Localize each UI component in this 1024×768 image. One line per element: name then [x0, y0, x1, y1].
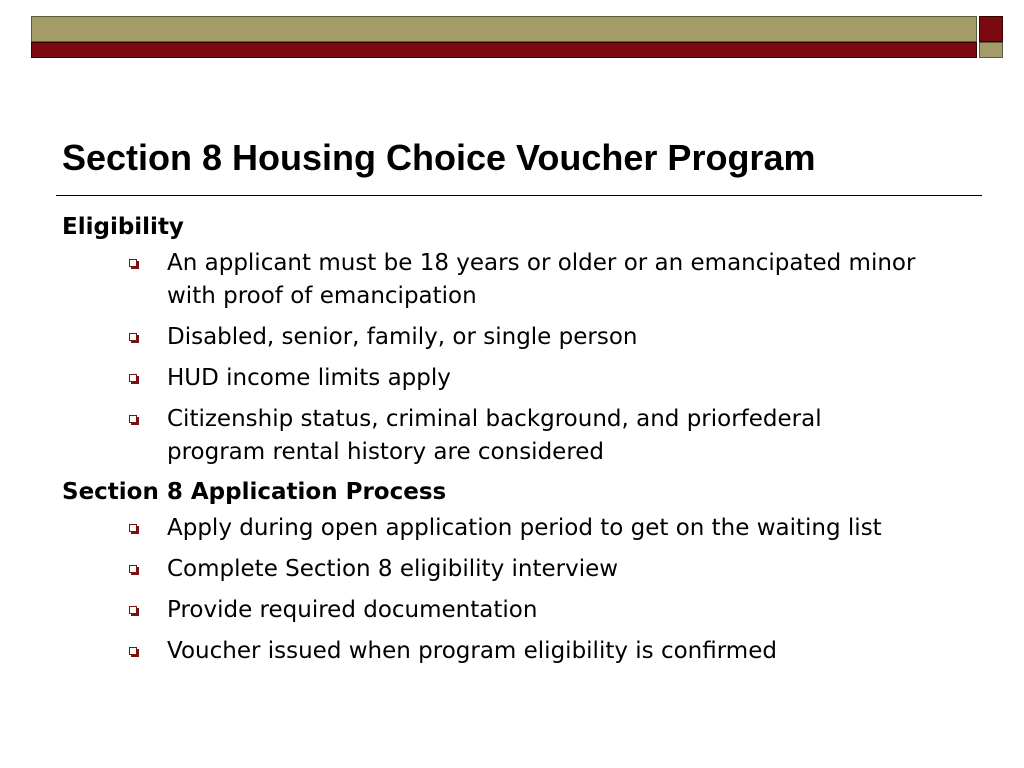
decorative-maroon-square	[979, 16, 1003, 42]
eligibility-list	[62, 247, 982, 469]
eligibility-heading: Eligibility	[62, 214, 184, 240]
title-divider	[56, 195, 982, 196]
decorative-olive-square	[979, 42, 1003, 58]
bullet-text: HUD income limits apply	[167, 365, 451, 391]
list-item	[62, 512, 927, 545]
bullet-text: Apply during open application period to get on the waiting list	[167, 515, 882, 541]
square-bullet-icon	[129, 647, 137, 655]
list-item	[62, 247, 927, 313]
square-bullet-icon	[129, 606, 137, 614]
application-process-heading: Section 8 Application Process	[62, 479, 447, 505]
bullet-text: Provide required documentation	[167, 597, 538, 623]
square-bullet-icon	[129, 259, 137, 267]
square-bullet-icon	[129, 333, 137, 341]
bullet-text: An applicant must be 18 years or older or an emancipated minor with proof of emancipation	[167, 250, 916, 309]
list-item	[62, 362, 927, 395]
square-bullet-icon	[129, 565, 137, 573]
decorative-maroon-bar	[31, 42, 977, 58]
bullet-text: Citizenship status, criminal background, and priorfederal program rental history are considered	[167, 406, 822, 465]
bullet-text: Voucher issued when program eligibility is confirmed	[167, 638, 777, 664]
bullet-text: Complete Section 8 eligibility interview	[167, 556, 619, 582]
bullet-text: Disabled, senior, family, or single person	[167, 324, 638, 350]
list-item	[62, 321, 927, 354]
list-item	[62, 553, 927, 586]
slide-content	[62, 212, 982, 676]
application-process-list	[62, 512, 982, 668]
list-item	[62, 594, 927, 627]
list-item	[62, 403, 927, 469]
square-bullet-icon	[129, 524, 137, 532]
decorative-olive-bar	[31, 16, 977, 42]
square-bullet-icon	[129, 415, 137, 423]
square-bullet-icon	[129, 374, 137, 382]
list-item	[62, 635, 927, 668]
slide-title: Section 8 Housing Choice Voucher Program	[62, 137, 816, 178]
